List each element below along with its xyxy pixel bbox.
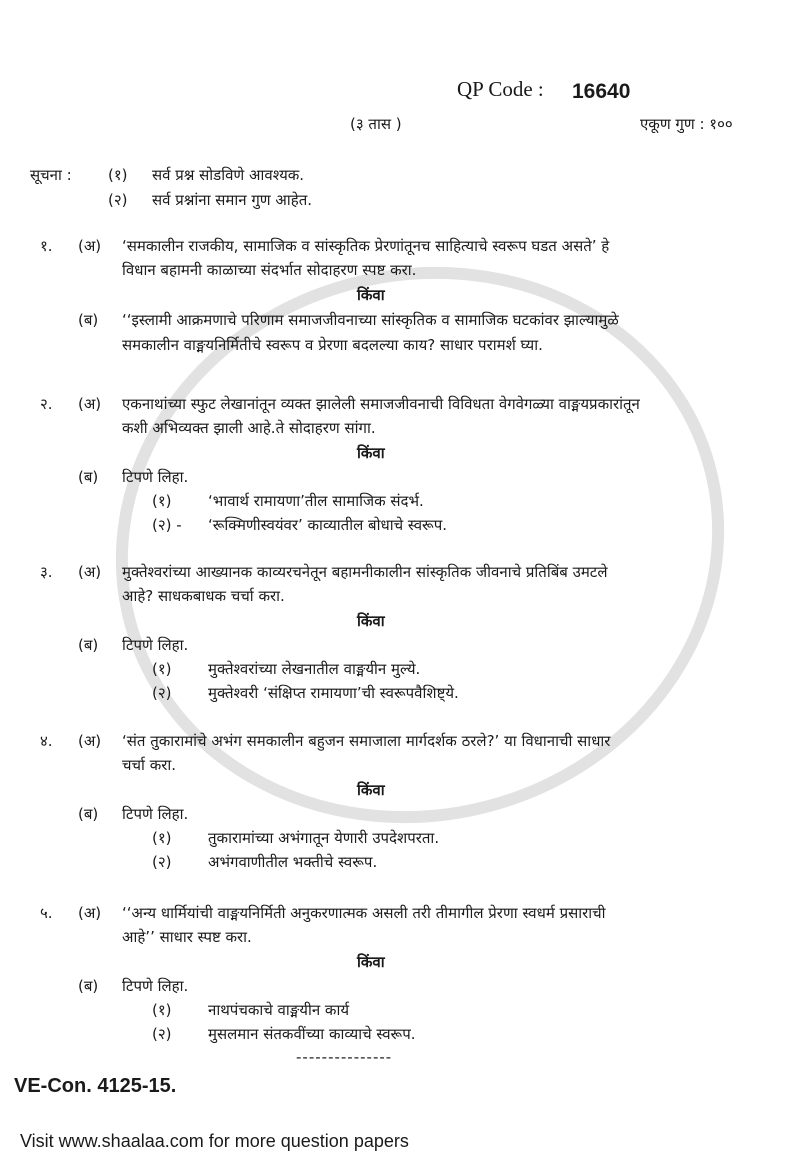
question-text: समकालीन वाङ्मयनिर्मितीचे स्वरूप व प्रेरणा बदलल्या काय? साधार परामर्श घ्या.: [122, 336, 543, 354]
part-a-label: (अ): [78, 237, 102, 255]
part-a-label: (अ): [78, 563, 102, 581]
question-text: कशी अभिव्यक्त झाली आहे.ते सोदाहरण सांगा.: [122, 419, 376, 437]
question-text: टिपणे लिहा.: [122, 468, 189, 486]
watermark-ring: [60, 207, 779, 884]
qp-code: 16640: [572, 80, 631, 103]
question-number: ४.: [40, 732, 53, 750]
or-divider: किंवा: [357, 953, 385, 971]
question-text: ‘समकालीन राजकीय, सामाजिक व सांस्कृतिक प्रेरणांतूनच साहित्याचे स्वरूप घडत असते’ हे: [122, 237, 610, 255]
question-number: ३.: [40, 563, 53, 581]
sub-item-text: तुकारामांच्या अभंगातून येणारी उपदेशपरता.: [208, 829, 440, 847]
instruction-num: (२): [108, 191, 128, 209]
sub-item-number: (१): [152, 660, 172, 678]
question-text: टिपणे लिहा.: [122, 977, 189, 995]
question-text: ‘‘इस्लामी आक्रमणाचे परिणाम समाजजीवनाच्या सांस्कृतिक व सामाजिक घटकांवर झाल्यामुळे: [122, 311, 619, 329]
sub-item-number: (१): [152, 1001, 172, 1019]
instruction-num: (१): [108, 166, 128, 184]
part-b-label: (ब): [78, 977, 99, 995]
or-divider: किंवा: [357, 286, 385, 304]
sub-item-number: (२): [152, 684, 172, 702]
part-a-label: (अ): [78, 395, 102, 413]
question-text: ‘‘अन्य धार्मियांची वाङ्मयनिर्मिती अनुकरणात्मक असली तरी तीमागील प्रेरणा स्वधर्म प्रसाराची: [122, 904, 606, 922]
sub-item-number: (१): [152, 829, 172, 847]
question-number: १.: [40, 237, 53, 255]
instructions-label: सूचना :: [30, 166, 72, 184]
instruction-text: सर्व प्रश्न सोडविणे आवश्यक.: [152, 166, 305, 184]
sub-item-number: (१): [152, 492, 172, 510]
question-text: आहे? साधकबाधक चर्चा करा.: [122, 587, 285, 605]
question-text: चर्चा करा.: [122, 756, 177, 774]
part-a-label: (अ): [78, 904, 102, 922]
question-text: एकनाथांच्या स्फुट लेखानांतून व्यक्त झालेली समाजजीवनाची विविधता वेगवेगळ्या वाङ्मयप्रकारांतून: [122, 395, 640, 413]
sub-item-text: नाथपंचकाचे वाङ्मयीन कार्य: [208, 1001, 350, 1019]
question-text: ‘संत तुकारामांचे अभंग समकालीन बहुजन समाजाला मार्गदर्शक ठरले?’ या विधानाची साधार: [122, 732, 611, 750]
paper-code: VE-Con. 4125-15.: [14, 1075, 177, 1097]
or-divider: किंवा: [357, 444, 385, 462]
part-b-label: (ब): [78, 468, 99, 486]
question-text: विधान बहामनी काळाच्या संदर्भात सोदाहरण स्पष्ट करा.: [122, 261, 417, 279]
instruction-text: सर्व प्रश्नांना समान गुण आहेत.: [152, 191, 313, 209]
qp-code-label: QP Code :: [457, 77, 544, 101]
sub-item-number: (२): [152, 853, 172, 871]
sub-item-text: ‘रूक्मिणीस्वयंवर’ काव्यातील बोधाचे स्वरूप.: [208, 516, 447, 534]
question-number: २.: [40, 395, 53, 413]
question-text: आहे’’ साधार स्पष्ट करा.: [122, 928, 252, 946]
sub-item-text: मुक्तेश्वरी ‘संक्षिप्त रामायणा’ची स्वरूपवैशिष्ट्ये.: [208, 684, 459, 702]
duration: (३ तास ): [350, 115, 402, 133]
question-text: टिपणे लिहा.: [122, 805, 189, 823]
part-b-label: (ब): [78, 311, 99, 329]
part-a-label: (अ): [78, 732, 102, 750]
sub-item-text: मुक्तेश्वरांच्या लेखनातील वाङ्मयीन मुल्ये.: [208, 660, 421, 678]
part-b-label: (ब): [78, 636, 99, 654]
end-rule: ---------------: [296, 1048, 393, 1066]
or-divider: किंवा: [357, 781, 385, 799]
sub-item-number: (२): [152, 1025, 172, 1043]
sub-item-text: अभंगवाणीतील भक्तीचे स्वरूप.: [208, 853, 378, 871]
sub-item-text: ‘भावार्थ रामायणा’तील सामाजिक संदर्भ.: [208, 492, 424, 510]
total-marks: एकूण गुण : १००: [640, 115, 733, 133]
promo-link[interactable]: Visit www.shaalaa.com for more question papers: [20, 1131, 409, 1151]
part-b-label: (ब): [78, 805, 99, 823]
sub-item-text: मुसलमान संतकवींच्या काव्याचे स्वरूप.: [208, 1025, 416, 1043]
question-number: ५.: [40, 904, 53, 922]
or-divider: किंवा: [357, 612, 385, 630]
sub-item-number: (२) -: [152, 516, 182, 534]
question-text: मुक्तेश्वरांच्या आख्यानक काव्यरचनेतून बहामनीकालीन सांस्कृतिक जीवनाचे प्रतिबिंब उमटले: [122, 563, 608, 581]
question-text: टिपणे लिहा.: [122, 636, 189, 654]
